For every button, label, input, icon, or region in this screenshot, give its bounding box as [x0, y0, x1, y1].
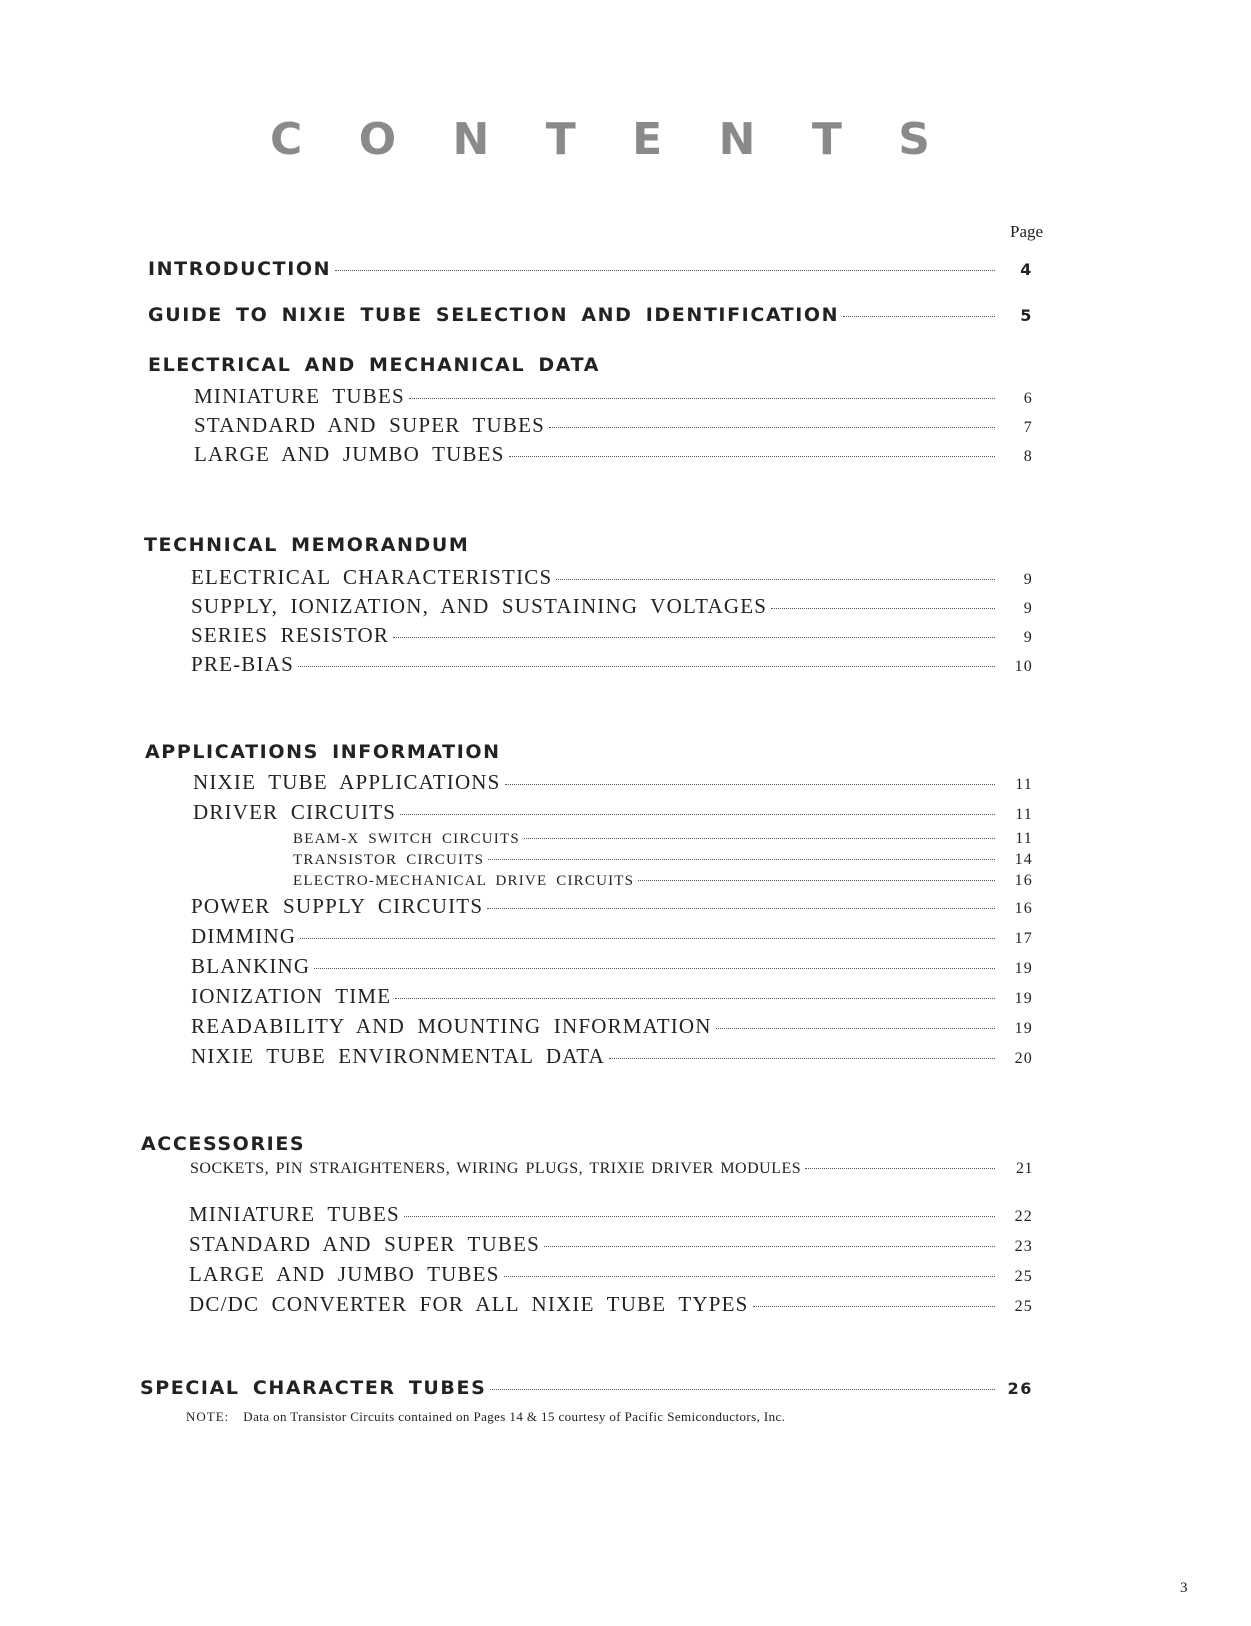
toc-subentry[interactable] — [293, 851, 1033, 870]
title-letter: E — [632, 113, 663, 165]
section-heading-technical-memorandum: TECHNICAL MEMORANDUM — [144, 534, 470, 556]
page-column-header: Page — [1010, 222, 1044, 241]
toc-entry-special-character-tubes[interactable] — [140, 1377, 1033, 1403]
toc-entry[interactable] — [189, 1262, 1033, 1288]
dot-leader — [404, 1216, 995, 1217]
dot-leader — [400, 814, 995, 815]
toc-entry-page: 11 — [1015, 806, 1033, 823]
toc-entry-page: 25 — [1014, 1268, 1033, 1285]
toc-entry-page: 19 — [1014, 1020, 1033, 1037]
toc-entry-label: STANDARD AND SUPER TUBES — [194, 413, 546, 437]
dot-leader — [638, 880, 995, 881]
toc-entry[interactable] — [194, 384, 1033, 410]
dot-leader — [314, 968, 995, 969]
toc-entry-label: LARGE AND JUMBO TUBES — [189, 1262, 500, 1286]
dot-leader — [609, 1058, 995, 1059]
toc-entry-label: POWER SUPPLY CIRCUITS — [191, 894, 484, 918]
title-letter: T — [811, 113, 842, 165]
toc-entry-page: 19 — [1014, 990, 1033, 1007]
toc-entry-page: 25 — [1014, 1298, 1033, 1315]
toc-entry[interactable] — [190, 1160, 1033, 1182]
toc-entry-label: PRE-BIAS — [191, 652, 294, 676]
toc-entry-page: 16 — [1014, 872, 1033, 889]
toc-entry-introduction[interactable] — [148, 258, 1033, 284]
toc-entry-label: STANDARD AND SUPER TUBES — [189, 1232, 541, 1256]
toc-entry[interactable] — [194, 413, 1033, 439]
toc-subentry[interactable] — [293, 830, 1033, 849]
toc-entry-page: 11 — [1015, 776, 1033, 793]
toc-entry[interactable] — [191, 954, 1033, 980]
toc-entry[interactable] — [191, 924, 1033, 950]
toc-entry-page: 9 — [1023, 600, 1033, 617]
toc-entry[interactable] — [191, 652, 1033, 678]
toc-entry-page: 19 — [1014, 960, 1033, 977]
toc-entry[interactable] — [193, 770, 1033, 796]
title-letter: C — [270, 113, 303, 165]
dot-leader — [505, 784, 995, 785]
dot-leader — [504, 1276, 995, 1277]
toc-entry-label: SERIES RESISTOR — [191, 623, 390, 647]
toc-entry-page: 4 — [1020, 260, 1033, 279]
toc-entry-label: SOCKETS, PIN STRAIGHTENERS, WIRING PLUGS, TRIXIE DRIVER MODULES — [190, 1160, 802, 1177]
toc-subentry[interactable] — [293, 872, 1033, 891]
toc-entry-label: MINIATURE TUBES — [189, 1202, 400, 1226]
toc-entry[interactable] — [189, 1292, 1033, 1318]
toc-entry-label: ELECTRO-MECHANICAL DRIVE CIRCUITS — [293, 873, 635, 889]
toc-entry[interactable] — [194, 442, 1033, 468]
dot-leader — [771, 608, 995, 609]
dot-leader — [488, 859, 995, 860]
footnote — [186, 1409, 785, 1425]
toc-entry[interactable] — [191, 623, 1033, 649]
toc-entry-page: 21 — [1016, 1160, 1033, 1177]
title-letter: N — [452, 113, 490, 165]
toc-entry[interactable] — [193, 800, 1033, 826]
dot-leader — [487, 908, 995, 909]
toc-entry-page: 6 — [1023, 390, 1033, 407]
toc-entry-label: READABILITY AND MOUNTING INFORMATION — [191, 1014, 712, 1038]
toc-entry-label: DC/DC CONVERTER FOR ALL NIXIE TUBE TYPES — [189, 1292, 749, 1316]
note-text: Data on Transistor Circuits contained on Pages 14 & 15 courtesy of Pacific Semiconductors, Inc. — [243, 1409, 786, 1424]
dot-leader — [509, 456, 995, 457]
dot-leader — [395, 998, 995, 999]
section-heading-electrical-mechanical: ELECTRICAL AND MECHANICAL DATA — [148, 354, 600, 376]
page-title — [270, 104, 930, 174]
toc-entry[interactable] — [189, 1232, 1033, 1258]
dot-leader — [393, 637, 995, 638]
dot-leader — [805, 1168, 995, 1169]
dot-leader — [409, 398, 995, 399]
toc-entry-label: IONIZATION TIME — [191, 984, 392, 1008]
toc-entry-label: ELECTRICAL CHARACTERISTICS — [191, 565, 553, 589]
toc-entry-label: NIXIE TUBE APPLICATIONS — [193, 770, 501, 794]
toc-entry[interactable] — [189, 1202, 1033, 1228]
dot-leader — [753, 1306, 995, 1307]
dot-leader — [300, 938, 995, 939]
dot-leader — [524, 838, 995, 839]
dot-leader — [843, 316, 995, 317]
toc-entry-page: 23 — [1014, 1238, 1033, 1255]
toc-entry[interactable] — [191, 1014, 1033, 1040]
toc-entry-label: SPECIAL CHARACTER TUBES — [140, 1377, 487, 1399]
toc-entry-page: 26 — [1007, 1379, 1033, 1398]
toc-entry-page: 10 — [1014, 658, 1033, 675]
toc-entry-page: 16 — [1014, 900, 1033, 917]
toc-entry-label: LARGE AND JUMBO TUBES — [194, 442, 505, 466]
dot-leader — [556, 579, 995, 580]
toc-entry-label: MINIATURE TUBES — [194, 384, 405, 408]
dot-leader — [549, 427, 995, 428]
title-letter: T — [545, 113, 576, 165]
toc-entry-page: 20 — [1014, 1050, 1033, 1067]
toc-entry-page: 5 — [1020, 306, 1033, 325]
toc-entry-label: GUIDE TO NIXIE TUBE SELECTION AND IDENTIFICATION — [148, 304, 840, 326]
toc-entry-page: 17 — [1014, 930, 1033, 947]
toc-entry-guide[interactable] — [148, 304, 1033, 330]
dot-leader — [490, 1389, 995, 1390]
toc-entry-label: BLANKING — [191, 954, 311, 978]
toc-entry[interactable] — [191, 894, 1033, 920]
dot-leader — [716, 1028, 995, 1029]
toc-entry-page: 22 — [1014, 1208, 1033, 1225]
dot-leader — [335, 270, 995, 271]
toc-entry-page: 9 — [1023, 571, 1033, 588]
toc-entry[interactable] — [191, 565, 1033, 591]
toc-entry-label: INTRODUCTION — [148, 258, 332, 280]
dot-leader — [298, 666, 995, 667]
title-letter: S — [898, 113, 930, 165]
toc-entry[interactable] — [191, 594, 1033, 620]
toc-entry-label: DRIVER CIRCUITS — [193, 800, 397, 824]
title-letter: O — [358, 113, 397, 165]
section-heading-accessories: ACCESSORIES — [141, 1133, 306, 1155]
toc-entry-label: SUPPLY, IONIZATION, AND SUSTAINING VOLTAGES — [191, 594, 768, 618]
toc-entry-page: 7 — [1023, 419, 1033, 436]
toc-entry[interactable] — [191, 1044, 1033, 1070]
title-letter: N — [718, 113, 756, 165]
toc-entry-label: BEAM-X SWITCH CIRCUITS — [293, 831, 520, 847]
note-label: NOTE: — [186, 1409, 230, 1424]
toc-entry-page: 11 — [1015, 830, 1033, 847]
toc-entry-page: 9 — [1023, 629, 1033, 646]
toc-entry-label: NIXIE TUBE ENVIRONMENTAL DATA — [191, 1044, 605, 1068]
toc-entry-page: 8 — [1023, 448, 1033, 465]
toc-entry-label: DIMMING — [191, 924, 297, 948]
toc-entry-page: 14 — [1014, 851, 1033, 868]
dot-leader — [544, 1246, 995, 1247]
page-number: 3 — [1180, 1580, 1188, 1596]
toc-entry[interactable] — [191, 984, 1033, 1010]
section-heading-applications: APPLICATIONS INFORMATION — [145, 741, 501, 763]
toc-entry-label: TRANSISTOR CIRCUITS — [293, 852, 485, 868]
